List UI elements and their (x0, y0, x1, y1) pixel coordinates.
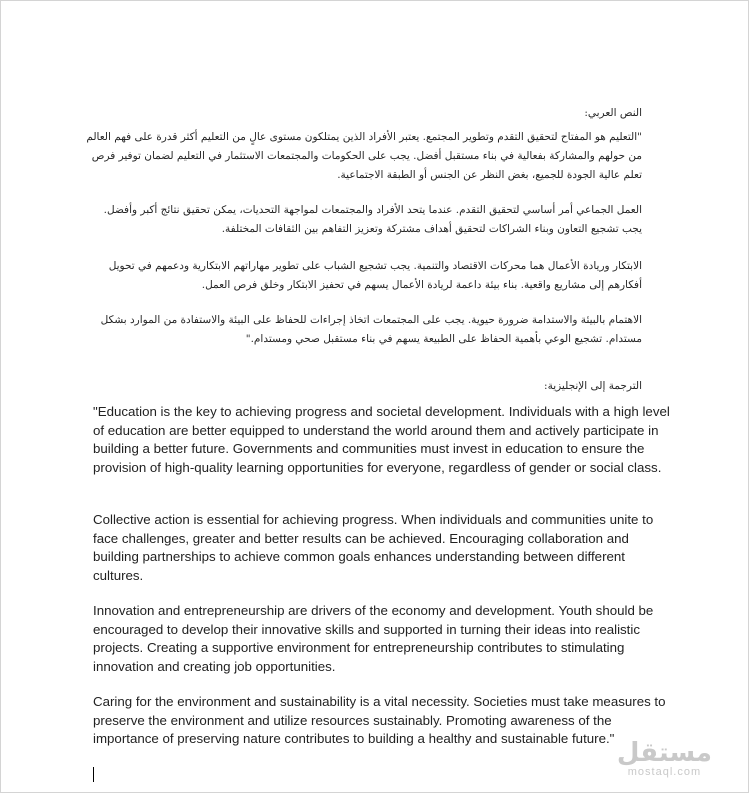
watermark-logo: مستقل (616, 738, 712, 768)
english-paragraph-3: Innovation and entrepreneurship are drivers of the economy and development. Youth should be encouraged to develop their innovative skills and supported in turning their ideas into realistic projects. Creating a supportive environment for entrepreneurship contributes to stimulating innovation and creating job opportunities. (93, 603, 654, 674)
text-cursor (93, 767, 94, 782)
english-paragraph-2: Collective action is essential for achieving progress. When individuals and communities unite to face challenges, greater and better results can be achieved. Encouraging collaboration and building partnerships to achieve common goals enhances understanding between different cultures. (93, 512, 654, 583)
translation-heading: الترجمة إلى الإنجليزية: (544, 379, 642, 392)
arabic-heading: النص العربي: (584, 106, 642, 119)
english-paragraph-1: "Education is the key to achieving progress and societal development. Individuals with a high level of education are better equipped to understand the world around them and actively participate in building a better future. Governments and communities must invest in education to ensure the provision of high-quality learning opportunities for everyone, regardless of gender or social class. (93, 404, 670, 475)
english-paragraph-4: Caring for the environment and sustainability is a vital necessity. Societies must take measures to preserve the environment and utilize resources sustainably. Promoting awareness of the importance of preserving nature contributes to building a healthy and sustainable future." (93, 694, 666, 747)
arabic-paragraph-4: الاهتمام بالبيئة والاستدامة ضرورة حيوية. يجب على المجتمعات اتخاذ إجراءات للحفاظ على البيئة والاستفادة من الموارد بشكل مستدام. تشجيع الوعي بأهمية الحفاظ على الطبيعة يسهم في بناء مستقبل صحي ومستدام." (100, 314, 642, 345)
arabic-paragraph-2: العمل الجماعي أمر أساسي لتحقيق التقدم. عندما يتحد الأفراد والمجتمعات لمواجهة التحديات، يمكن تحقيق نتائج أكبر وأفضل. يجب تشجيع التعاون وبناء الشراكات لتحقيق أهداف مشتركة وتعزيز التفاهم بين الثقافات المختلفة. (103, 204, 642, 235)
arabic-paragraph-1: "التعليم هو المفتاح لتحقيق التقدم وتطوير المجتمع. يعتبر الأفراد الذين يمتلكون مستوى عالٍ من التعليم أكثر قدرة على فهم العالم من حولهم والمشاركة بفعالية في بناء مستقبل أفضل. يجب على الحكومات والمجتمعات الاستثمار في التعليم لضمان توفير فرص تعلم عالية الجودة للجميع، بغض النظر عن الجنس أو الطبقة الاجتماعية. (86, 131, 642, 181)
watermark-domain: mostaql.com (627, 766, 702, 778)
arabic-paragraph-3: الابتكار وريادة الأعمال هما محركات الاقتصاد والتنمية. يجب تشجيع الشباب على تطوير مهاراتهم الابتكارية ودعمهم في تحويل أفكارهم إلى مشاريع واقعية. بناء بيئة داعمة لريادة الأعمال يسهم في تحفيز الابتكار وخلق فرص العمل. (108, 260, 642, 291)
watermark (617, 740, 712, 778)
